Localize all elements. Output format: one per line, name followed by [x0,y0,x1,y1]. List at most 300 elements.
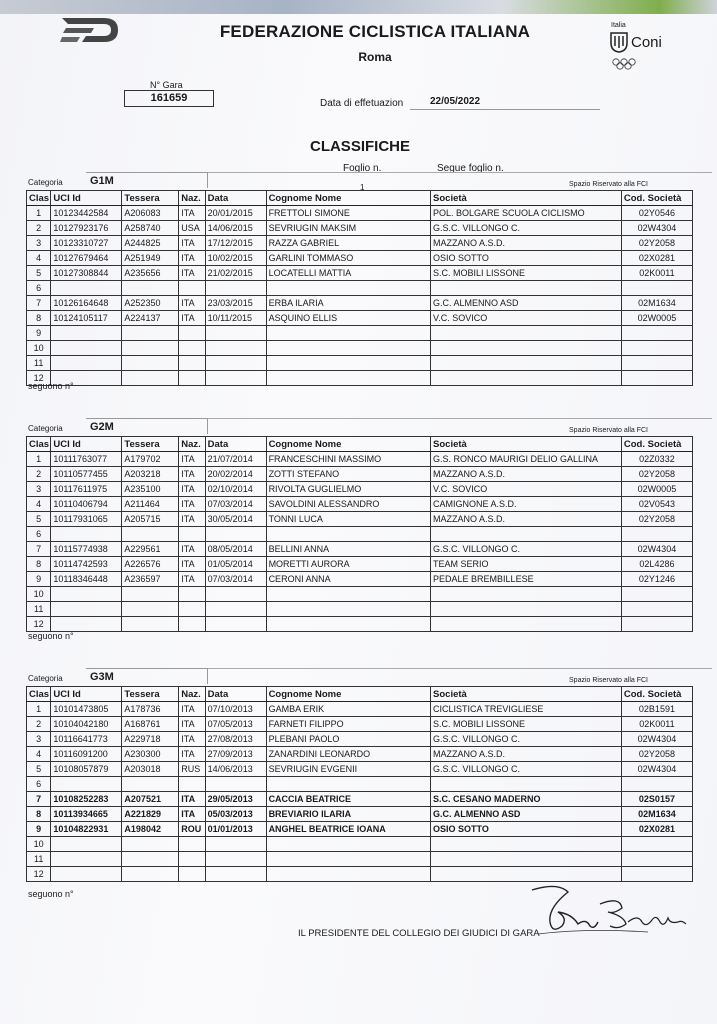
table-cell [179,341,205,356]
table-row [27,717,693,732]
table-cell [621,617,692,632]
table-row [27,702,693,717]
table-cell: 10116091200 [51,747,122,762]
table-cell [51,341,122,356]
column-header: Società [431,437,622,452]
signature-icon [528,878,688,948]
table-cell: 02M1634 [621,807,692,822]
column-header: Naz. [179,687,205,702]
table-cell [621,356,692,371]
table-cell [431,587,622,602]
table-cell: ITA [179,311,205,326]
column-header: Tessera [122,191,179,206]
table-cell [179,281,205,296]
column-header: Società [431,191,622,206]
table-cell [122,527,179,542]
coni-label: Coni [631,34,662,51]
table-cell [179,837,205,852]
table-row [27,587,693,602]
table-cell: 7 [27,542,51,557]
table-cell: 10116641773 [51,732,122,747]
fci-line [208,668,712,669]
table-cell: A207521 [122,792,179,807]
table-cell: ITA [179,512,205,527]
fci-label: Spazio Riservato alla FCI [569,677,648,684]
table-cell [266,281,430,296]
seguono-label: seguono n° [28,889,74,899]
table-cell: 07/05/2013 [205,717,266,732]
table-cell: A235100 [122,482,179,497]
table-cell: 9 [27,572,51,587]
table-cell: 07/03/2014 [205,572,266,587]
column-header: Naz. [179,191,205,206]
category-label: Categoria [28,674,63,683]
table-cell: 10123442584 [51,206,122,221]
table-cell [266,852,430,867]
table-cell: 5 [27,512,51,527]
table-row [27,452,693,467]
table-row [27,221,693,236]
table-row [27,807,693,822]
table-cell: ITA [179,497,205,512]
data-label: Data di effetuazion [320,98,404,109]
table-cell [122,371,179,386]
table-row [27,512,693,527]
table-cell: ITA [179,296,205,311]
table-cell: 02W4304 [621,732,692,747]
table-cell: ITA [179,542,205,557]
table-cell: 10110577455 [51,467,122,482]
fci-label: Spazio Riservato alla FCI [569,427,648,434]
table-cell [122,602,179,617]
table-cell: 10104822931 [51,822,122,837]
table-cell [122,867,179,882]
table-cell [179,617,205,632]
table-cell: LOCATELLI MATTIA [266,266,430,281]
table-row [27,602,693,617]
table-cell: 10111763077 [51,452,122,467]
table-cell: A221829 [122,807,179,822]
table-cell: 02W4304 [621,762,692,777]
table-cell: 27/09/2013 [205,747,266,762]
table-cell: 2 [27,221,51,236]
column-header: Cognome Nome [266,191,430,206]
table-cell: A244825 [122,236,179,251]
table-cell: A211464 [122,497,179,512]
table-cell: 11 [27,852,51,867]
table-cell [51,527,122,542]
table-cell [431,527,622,542]
table-cell: V.C. SOVICO [431,482,622,497]
table-cell [122,326,179,341]
table-cell: 11 [27,356,51,371]
table-cell: 02W4304 [621,221,692,236]
column-header: Data [205,437,266,452]
table-cell: ITA [179,236,205,251]
category-name: G1M [86,172,208,188]
table-cell: 5 [27,762,51,777]
table-cell [621,837,692,852]
column-header: UCI Id [51,437,122,452]
table-cell: 21/02/2015 [205,266,266,281]
table-cell: ITA [179,747,205,762]
table-cell: 10118346448 [51,572,122,587]
column-header: Tessera [122,687,179,702]
table-cell [122,852,179,867]
table-row [27,777,693,792]
table-cell [51,356,122,371]
table-row [27,266,693,281]
table-cell [431,617,622,632]
fci-logo-icon [60,16,120,44]
table-cell: ITA [179,206,205,221]
table-cell: ANGHEL BEATRICE IOANA [266,822,430,837]
table-cell: A226576 [122,557,179,572]
table-cell: 4 [27,497,51,512]
table-cell: 10 [27,587,51,602]
table-cell [179,602,205,617]
table-cell [51,867,122,882]
city: Roma [358,50,392,64]
table-cell: 7 [27,792,51,807]
table-cell [122,281,179,296]
foglio-label: Foglio n. [343,163,382,174]
table-cell [205,867,266,882]
table-row [27,542,693,557]
table-cell: 02Z0332 [621,452,692,467]
table-cell: 10114742593 [51,557,122,572]
results-table [26,436,693,632]
table-cell: CICLISTICA TREVIGLIESE [431,702,622,717]
table-cell [122,777,179,792]
category-name: G3M [86,668,208,684]
table-cell: RAZZA GABRIEL [266,236,430,251]
table-cell: 02Y2058 [621,512,692,527]
table-cell: 4 [27,251,51,266]
table-cell: TONNI LUCA [266,512,430,527]
table-cell [431,837,622,852]
table-cell: G.S.C. VILLONGO C. [431,732,622,747]
table-cell: SEVRIUGIN EVGENII [266,762,430,777]
results-table [26,686,693,882]
table-cell: A198042 [122,822,179,837]
table-cell: RIVOLTA GUGLIELMO [266,482,430,497]
table-cell: BELLINI ANNA [266,542,430,557]
table-cell: CERONI ANNA [266,572,430,587]
table-cell: 02W4304 [621,542,692,557]
table-cell: A252350 [122,296,179,311]
table-cell: SEVRIUGIN MAKSIM [266,221,430,236]
table-cell [51,837,122,852]
table-cell [51,852,122,867]
table-cell: 02B1591 [621,702,692,717]
doc-title: CLASSIFICHE [309,138,410,155]
table-cell: 10117611975 [51,482,122,497]
table-cell: 10 [27,341,51,356]
table-row [27,206,693,221]
table-cell: 9 [27,326,51,341]
table-cell: ERBA ILARIA [266,296,430,311]
table-cell: 05/03/2013 [205,807,266,822]
table-cell: FRANCESCHINI MASSIMO [266,452,430,467]
table-row [27,341,693,356]
table-cell: OSIO SOTTO [431,822,622,837]
table-cell [621,602,692,617]
table-cell [122,587,179,602]
table-cell: 10/11/2015 [205,311,266,326]
olympic-rings-icon [611,58,637,70]
table-cell: 27/08/2013 [205,732,266,747]
table-cell: A224137 [122,311,179,326]
table-cell [179,777,205,792]
table-cell [205,341,266,356]
table-cell [266,837,430,852]
table-cell [621,371,692,386]
table-cell: ITA [179,717,205,732]
table-cell [205,587,266,602]
table-cell [431,356,622,371]
table-cell [266,602,430,617]
table-cell: 10126164648 [51,296,122,311]
table-cell: ITA [179,467,205,482]
table-cell: ITA [179,702,205,717]
table-cell: 02W0005 [621,311,692,326]
table-cell [266,371,430,386]
table-cell [51,587,122,602]
column-header: UCI Id [51,191,122,206]
table-cell: 07/03/2014 [205,497,266,512]
table-cell [205,852,266,867]
table-cell: 10101473805 [51,702,122,717]
table-cell: 5 [27,266,51,281]
table-cell: ITA [179,482,205,497]
table-cell: 02K0011 [621,266,692,281]
table-row [27,311,693,326]
table-cell [621,852,692,867]
segue-label: Segue foglio n. [437,163,504,174]
table-cell [51,281,122,296]
table-cell [431,341,622,356]
table-cell: A206083 [122,206,179,221]
table-cell: G.S.C. VILLONGO C. [431,221,622,236]
seguono-label: seguono n° [28,631,74,641]
table-cell: ITA [179,557,205,572]
column-header: Cod. Società [621,437,692,452]
table-cell: 1 [27,206,51,221]
table-cell: A235656 [122,266,179,281]
table-cell [431,852,622,867]
column-header: Cod. Società [621,191,692,206]
table-cell: 01/05/2014 [205,557,266,572]
column-header: Clas [27,191,51,206]
table-cell: A230300 [122,747,179,762]
table-row [27,482,693,497]
column-header: Data [205,687,266,702]
column-header: Clas [27,437,51,452]
table-cell: 02V0543 [621,497,692,512]
table-cell: GAMBA ERIK [266,702,430,717]
table-cell: S.C. MOBILI LISSONE [431,717,622,732]
coni-italia-text: Italia [611,22,626,29]
table-cell [431,602,622,617]
data-underline [410,109,600,110]
table-cell: 1 [27,702,51,717]
table-cell: ITA [179,792,205,807]
table-cell: 6 [27,527,51,542]
table-cell: 02Y2058 [621,467,692,482]
table-cell [621,326,692,341]
table-cell [431,281,622,296]
category-name: G2M [86,418,208,434]
table-cell: 21/07/2014 [205,452,266,467]
table-cell [205,777,266,792]
table-row [27,852,693,867]
table-cell: 10127923176 [51,221,122,236]
table-cell: USA [179,221,205,236]
table-cell [266,617,430,632]
federation-title: FEDERAZIONE CICLISTICA ITALIANA [219,22,531,41]
table-cell [266,326,430,341]
table-cell: V.C. SOVICO [431,311,622,326]
table-cell: 29/05/2013 [205,792,266,807]
table-cell: 12 [27,617,51,632]
table-cell: MAZZANO A.S.D. [431,747,622,762]
table-cell: 8 [27,311,51,326]
table-cell: 10108057879 [51,762,122,777]
table-cell: G.S. RONCO MAURIGI DELIO GALLINA [431,452,622,467]
table-row [27,467,693,482]
table-cell: TEAM SERIO [431,557,622,572]
table-cell: ITA [179,572,205,587]
president-label: IL PRESIDENTE DEL COLLEGIO DEI GIUDICI DI GARA [298,928,540,939]
category-label: Categoria [28,424,63,433]
table-row [27,281,693,296]
table-cell: A258740 [122,221,179,236]
table-row [27,837,693,852]
table-cell: 10124105117 [51,311,122,326]
table-cell: 14/06/2015 [205,221,266,236]
table-cell: 11 [27,602,51,617]
table-cell: G.C. ALMENNO ASD [431,296,622,311]
table-cell: ITA [179,732,205,747]
column-header: Clas [27,687,51,702]
table-cell: 08/05/2014 [205,542,266,557]
table-cell [51,602,122,617]
table-cell [431,326,622,341]
table-cell: G.C. ALMENNO ASD [431,807,622,822]
table-cell: BREVIARIO ILARIA [266,807,430,822]
table-cell [621,777,692,792]
column-header: Tessera [122,437,179,452]
table-cell: 10113934665 [51,807,122,822]
table-row [27,356,693,371]
table-cell: A251949 [122,251,179,266]
table-cell [266,356,430,371]
table-cell: 8 [27,557,51,572]
table-cell: 02M1634 [621,296,692,311]
table-cell: 10127308844 [51,266,122,281]
table-cell: 1 [27,452,51,467]
table-cell [621,281,692,296]
table-cell [621,341,692,356]
table-cell [179,527,205,542]
table-cell: PEDALE BREMBILLESE [431,572,622,587]
table-cell [205,837,266,852]
table-cell [205,326,266,341]
table-cell [205,527,266,542]
table-cell [51,777,122,792]
table-cell: 02W0005 [621,482,692,497]
table-cell: 02X0281 [621,822,692,837]
table-cell: 02Y0546 [621,206,692,221]
table-cell: S.C. CESANO MADERNO [431,792,622,807]
results-table [26,190,693,386]
column-header: UCI Id [51,687,122,702]
fci-label: Spazio Riservato alla FCI [569,181,648,188]
data-value: 22/05/2022 [430,96,481,107]
table-cell: CAMIGNONE A.S.D. [431,497,622,512]
table-cell [179,356,205,371]
table-cell: 6 [27,281,51,296]
table-cell: 2 [27,467,51,482]
table-cell: 2 [27,717,51,732]
table-header-row [27,437,693,452]
table-row [27,747,693,762]
table-cell: 8 [27,807,51,822]
table-cell: 10108252283 [51,792,122,807]
table-row [27,371,693,386]
table-cell: FRETTOLI SIMONE [266,206,430,221]
table-row [27,732,693,747]
table-cell: 3 [27,482,51,497]
table-row [27,822,693,837]
table-cell [205,356,266,371]
column-header: Cognome Nome [266,437,430,452]
table-row [27,572,693,587]
table-cell: 3 [27,236,51,251]
table-cell: A205715 [122,512,179,527]
table-row [27,497,693,512]
table-cell: MORETTI AURORA [266,557,430,572]
table-cell: MAZZANO A.S.D. [431,236,622,251]
table-cell: 12 [27,867,51,882]
foglio-number: 1 [360,183,365,192]
table-cell: G.S.C. VILLONGO C. [431,542,622,557]
table-cell: 02Y1246 [621,572,692,587]
table-cell: 02Y2058 [621,236,692,251]
table-cell: 10127679464 [51,251,122,266]
table-cell: 10 [27,837,51,852]
table-cell: 3 [27,732,51,747]
table-cell: 20/01/2015 [205,206,266,221]
table-cell: A229561 [122,542,179,557]
table-cell: CACCIA BEATRICE [266,792,430,807]
column-header: Cognome Nome [266,687,430,702]
table-cell: 10110406794 [51,497,122,512]
table-cell: 02/10/2014 [205,482,266,497]
column-header: Cod. Società [621,687,692,702]
table-cell [266,341,430,356]
seguono-label: seguono n° [28,381,74,391]
background-strip [0,0,717,14]
table-row [27,326,693,341]
table-cell: 02Y2058 [621,747,692,762]
category-label: Categoria [28,178,63,187]
table-cell: MAZZANO A.S.D. [431,467,622,482]
table-cell: 30/05/2014 [205,512,266,527]
table-cell: 01/01/2013 [205,822,266,837]
table-cell: 02L4286 [621,557,692,572]
